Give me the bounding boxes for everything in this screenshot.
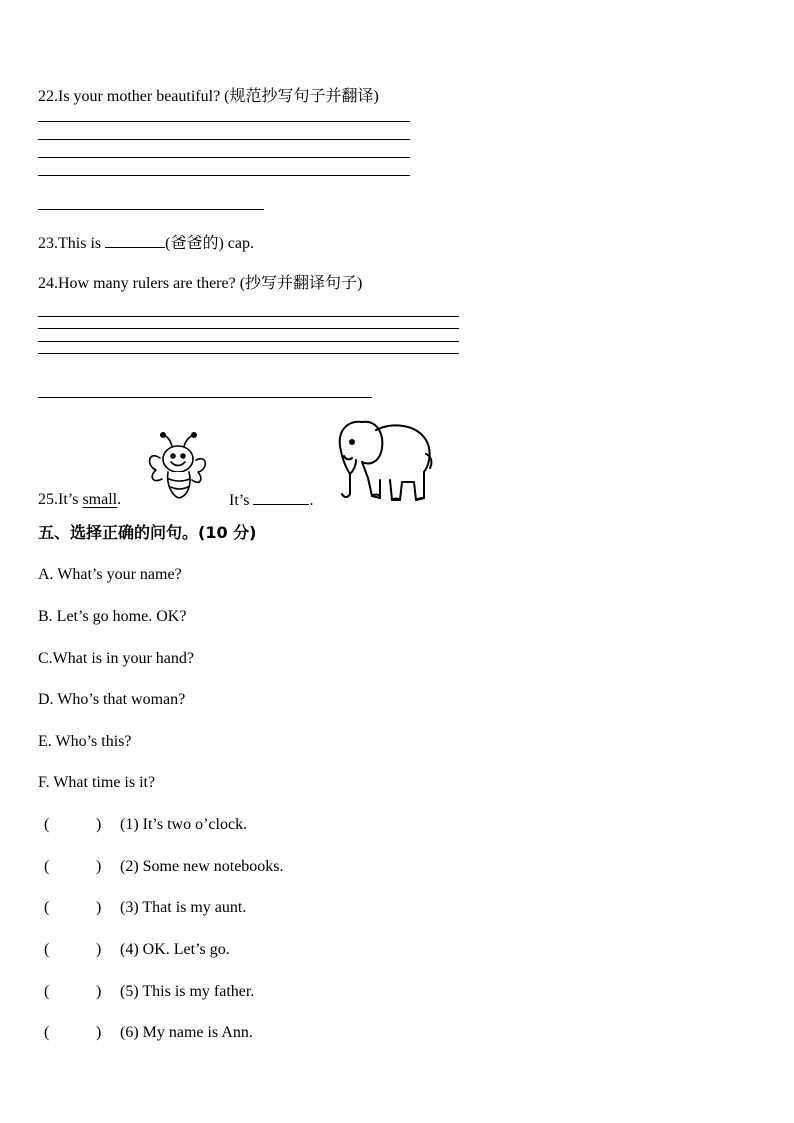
period: .: [117, 491, 122, 508]
answer-paren-open: (: [44, 816, 50, 833]
its-label: It’s: [229, 492, 254, 509]
its-label: It’s: [58, 491, 83, 508]
answer-paren-open: (: [44, 941, 50, 958]
writing-line[interactable]: [38, 316, 459, 317]
section-heading: 五、选择正确的问句。(10 分): [38, 523, 257, 542]
answer-box[interactable]: [52, 981, 96, 1001]
option-c: C.What is in your hand?: [38, 650, 194, 667]
given-word: small: [82, 491, 118, 508]
writing-line[interactable]: [38, 353, 459, 354]
answer-paren-close: ): [96, 858, 102, 875]
item-6: (6) My name is Ann.: [120, 1024, 253, 1041]
answer-blank[interactable]: [253, 492, 309, 505]
answer-paren-open: (: [44, 1024, 50, 1041]
answer-box[interactable]: [52, 1022, 96, 1042]
writing-line[interactable]: [38, 328, 459, 329]
writing-line[interactable]: [38, 139, 410, 140]
writing-line[interactable]: [38, 341, 459, 342]
option-e: E. Who’s this?: [38, 733, 132, 750]
writing-line[interactable]: [38, 175, 410, 176]
question-22: 22.Is your mother beautiful? (规范抄写句子并翻译): [38, 88, 379, 105]
item-4: (4) OK. Let’s go.: [120, 941, 230, 958]
question-23: [38, 235, 254, 252]
question-25-part1: [38, 492, 121, 508]
answer-box[interactable]: [52, 856, 96, 876]
item-2: (2) Some new notebooks.: [120, 858, 284, 875]
translation-line[interactable]: [38, 209, 264, 210]
answer-paren-close: ): [96, 899, 102, 916]
answer-paren-close: ): [96, 941, 102, 958]
answer-blank[interactable]: [105, 235, 165, 248]
answer-paren-open: (: [44, 858, 50, 875]
question-24: 24.How many rulers are there? (抄写并翻译句子): [38, 275, 363, 292]
item-3: (3) That is my aunt.: [120, 899, 247, 916]
question-23-prefix: 23.This is: [38, 235, 106, 252]
writing-line[interactable]: [38, 121, 410, 122]
answer-paren-close: ): [96, 1024, 102, 1041]
elephant-icon: [332, 416, 436, 506]
answer-paren-close: ): [96, 983, 102, 1000]
answer-paren-open: (: [44, 983, 50, 1000]
translation-line[interactable]: [38, 397, 372, 398]
question-25-number: 25.: [38, 491, 58, 508]
period: .: [309, 492, 314, 509]
question-25-part2: [229, 492, 313, 509]
option-a: A. What’s your name?: [38, 566, 182, 583]
answer-box[interactable]: [52, 939, 96, 959]
bee-icon: [146, 432, 208, 502]
option-d: D. Who’s that woman?: [38, 691, 186, 708]
writing-line[interactable]: [38, 157, 410, 158]
item-1: (1) It’s two o’clock.: [120, 816, 248, 833]
option-b: B. Let’s go home. OK?: [38, 608, 187, 625]
answer-paren-close: ): [96, 816, 102, 833]
item-5: (5) This is my father.: [120, 983, 255, 1000]
answer-paren-open: (: [44, 899, 50, 916]
answer-box[interactable]: [52, 814, 96, 834]
option-f: F. What time is it?: [38, 774, 156, 791]
answer-box[interactable]: [52, 897, 96, 917]
question-23-suffix: (爸爸的) cap.: [165, 235, 254, 252]
